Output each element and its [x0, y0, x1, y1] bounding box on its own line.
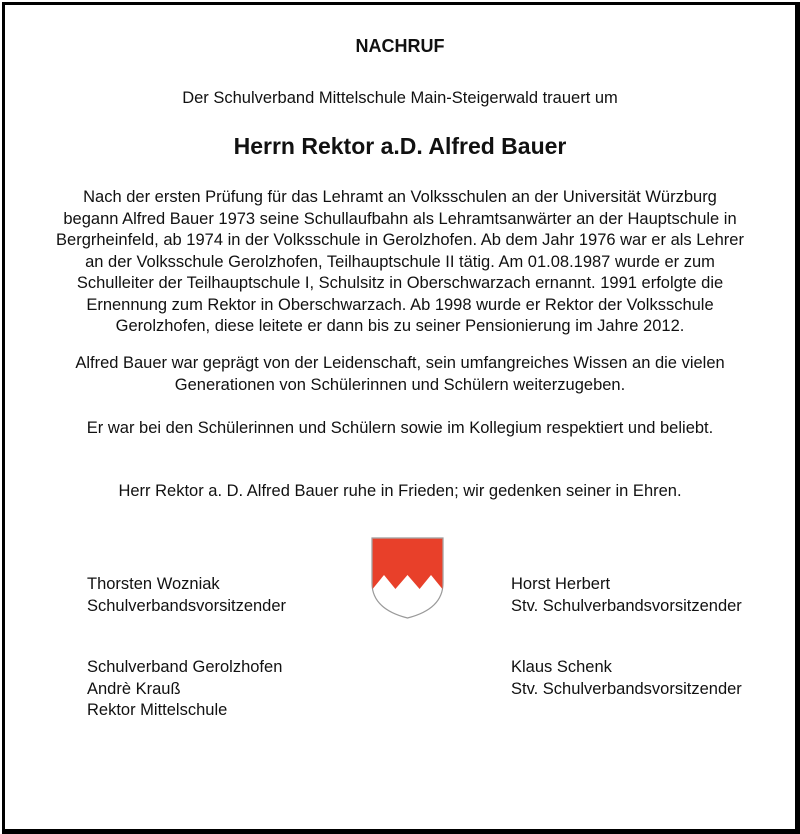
signatory-name: Thorsten Wozniak	[87, 575, 220, 593]
text-line: Nach der ersten Prüfung für das Lehramt an Volksschulen an der Universität Würzburg	[83, 188, 717, 206]
tribute-paragraph	[0, 353, 800, 396]
signatory-name: Klaus Schenk	[511, 658, 612, 676]
signatory-herbert	[511, 574, 742, 617]
signatory-title: Stv. Schulverbandsvorsitzender	[511, 596, 742, 615]
text-line: begann Alfred Bauer 1973 seine Schullaufbahn als Lehramtsanwärter an der Hauptschule in	[63, 209, 737, 228]
respect-paragraph	[0, 418, 800, 440]
signatory-wozniak	[87, 574, 286, 617]
text-line: Bergrheinfeld, ab 1974 in der Volksschule in Gerolzhofen. Ab dem Jahr 1976 war er als Lehrer	[56, 231, 744, 249]
signatory-title: Stv. Schulverbandsvorsitzender	[511, 679, 742, 698]
text-line: Schulleiter der Teilhauptschule I, Schulsitz in Oberschwarzach ernannt. 1991 erfolgte die	[76, 274, 724, 292]
text-line: Gerolzhofen, diese leitete er dann bis zu seiner Pensionierung im Jahre 2012.	[115, 317, 685, 335]
notice-heading: NACHRUF	[355, 36, 445, 56]
text-line: Generationen von Schülerinnen und Schülern weiterzugeben.	[174, 375, 626, 394]
text-line: Ernennung zum Rektor in Oberschwarzach. Ab 1998 wurde er Rektor der Volksschule	[86, 295, 714, 314]
signatory-krauss	[87, 657, 282, 722]
signatory-name: Horst Herbert	[511, 575, 611, 593]
signatory-title: Schulverbandsvorsitzender	[87, 596, 287, 615]
text-line: an der Volksschule Gerolzhofen, Teilhauptschule II tätig. Am 01.08.1987 wurde er zum	[85, 252, 715, 271]
signatory-title: Rektor Mittelschule	[87, 701, 228, 719]
signatory-schenk	[511, 657, 742, 700]
signatory-organization: Schulverband Gerolzhofen	[87, 658, 283, 676]
deceased-name: Herrn Rektor a.D. Alfred Bauer	[233, 133, 567, 159]
text-line: Alfred Bauer war geprägt von der Leidenschaft, sein umfangreiches Wissen an die vielen	[75, 354, 725, 372]
biography-paragraph	[0, 187, 800, 338]
closing-line: Herr Rektor a. D. Alfred Bauer ruhe in Frieden; wir gedenken seiner in Ehren.	[118, 482, 682, 500]
intro-line: Der Schulverband Mittelschule Main-Steigerwald trauert um	[182, 89, 618, 107]
signatory-name: Andrè Krauß	[87, 679, 181, 698]
franconian-rake-coat-of-arms-icon	[371, 537, 444, 619]
text-line: Er war bei den Schülerinnen und Schülern sowie im Kollegium respektiert und beliebt.	[86, 419, 714, 437]
